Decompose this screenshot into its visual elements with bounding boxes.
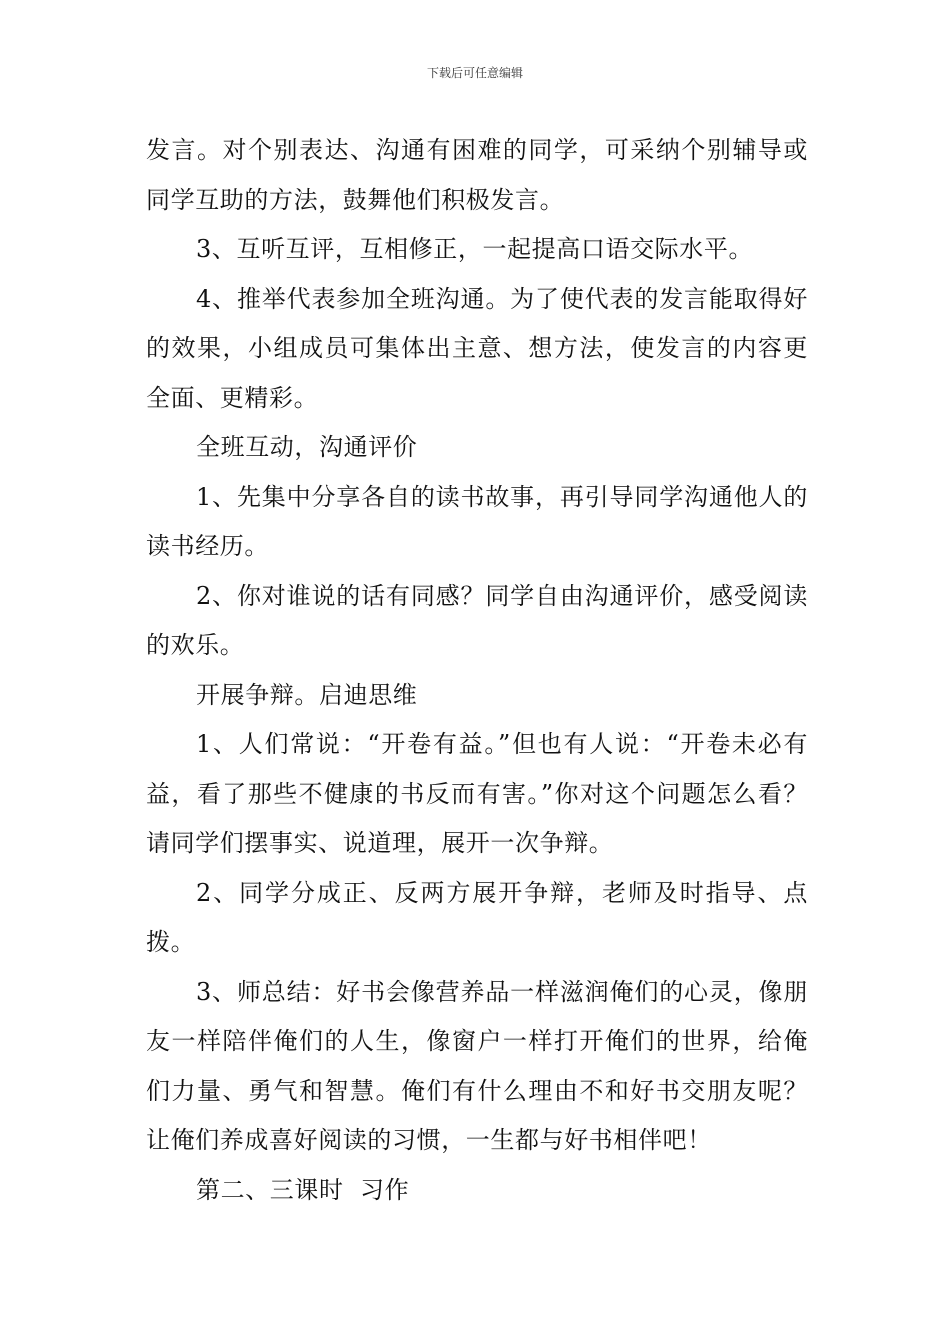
paragraph-continued: 发言。对个别表达、沟通有困难的同学，可采纳个别辅导或同学互助的方法，鼓舞他们积极发言。 <box>146 136 808 214</box>
paragraph: 4、推举代表参加全班沟通。为了使代表的发言能取得好的效果，小组成员可集体出主意、想方法，使发言的内容更全面、更精彩。 <box>146 284 808 412</box>
page-header: 下载后可任意编辑 <box>426 66 523 80</box>
paragraph: 2、你对谁说的话有同感？同学自由沟通评价，感受阅读的欢乐。 <box>146 581 808 659</box>
paragraph: 1、先集中分享各自的读书故事，再引导同学沟通他人的读书经历。 <box>146 482 808 560</box>
section-heading: 全班互动，沟通评价 <box>196 433 418 461</box>
paragraph: 2、同学分成正、反两方展开争辩，老师及时指导、点拨。 <box>146 878 808 956</box>
paragraph: 3、师总结：好书会像营养品一样滋润俺们的心灵，像朋友一样陪伴俺们的人生，像窗户一样打开俺们的世界，给俺们力量、勇气和智慧。俺们有什么理由不和好书交朋友呢？让俺们养成喜好阅读的习惯，一生都与好书相伴吧！ <box>146 977 808 1154</box>
paragraph: 1、人们常说：“开卷有益。”但也有人说：“开卷未必有益，看了那些不健康的书反而有害。”你对这个问题怎么看？请同学们摆事实、说道理，展开一次争辩。 <box>146 730 808 857</box>
section-heading: 开展争辩。启迪思维 <box>196 680 418 709</box>
paragraph: 3、互听互评，互相修正，一起提高口语交际水平。 <box>196 235 754 263</box>
section-heading: 第二、三课时 习作 <box>196 1175 410 1204</box>
document-body <box>146 126 808 1215</box>
